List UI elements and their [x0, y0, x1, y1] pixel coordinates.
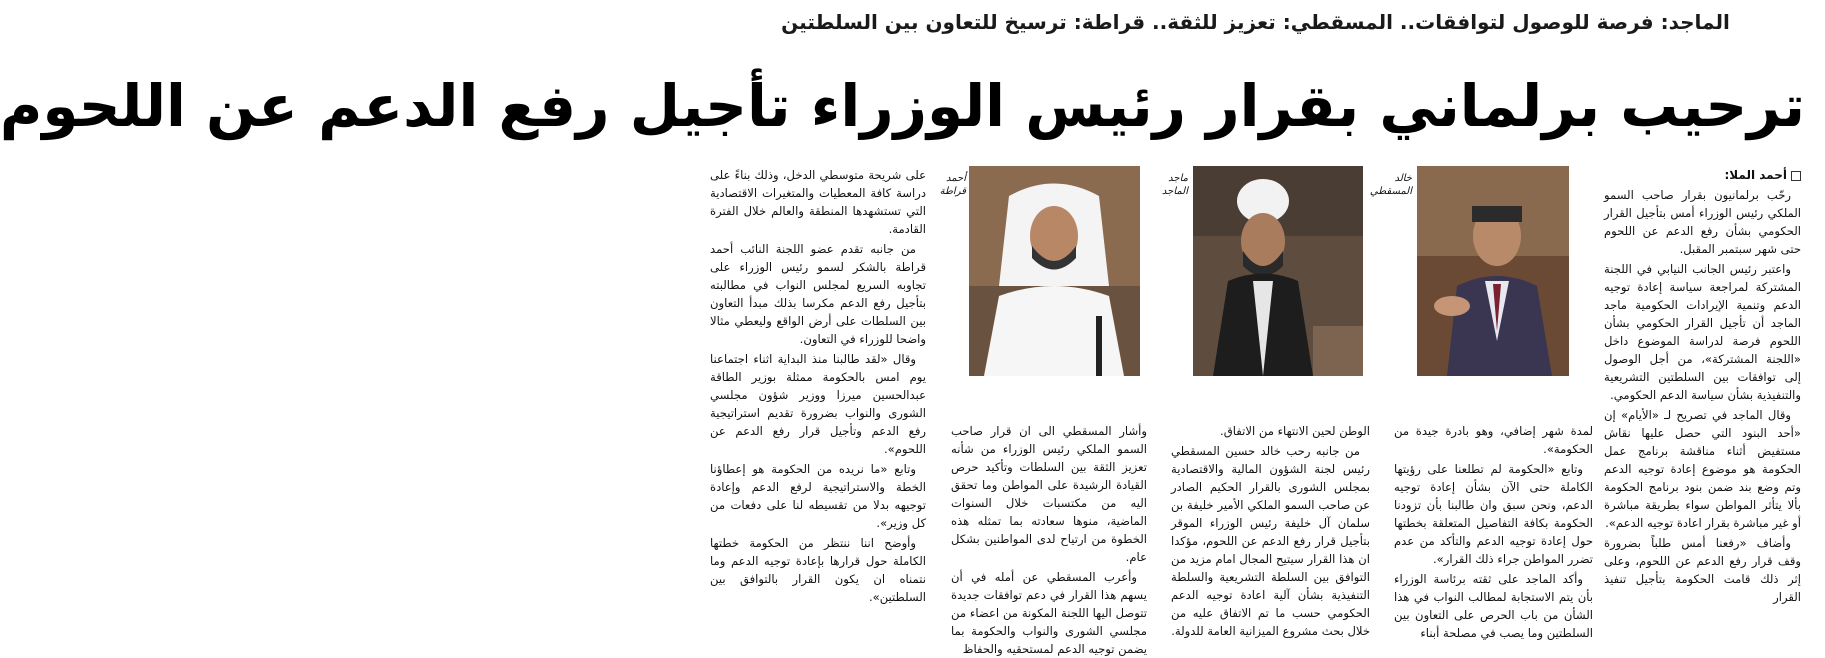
caption-photo-3: أحمد قراطة	[939, 173, 966, 197]
paragraph: على شريحة متوسطي الدخل، وذلك بناءً على دراسة كافة المعطيات والمتغيرات الاقتصادية التي تستشهدها المنطقة والعالم خلال الفترة القادمة.	[710, 168, 926, 236]
byline-text: أحمد الملا:	[1724, 168, 1787, 182]
paragraph: واعتبر رئيس الجانب النيابي في اللجنة المشتركة لمراجعة سياسة إعادة توجيه الدعم وتنمية الإيرادات الحكومية ماجد الماجد أن تأجيل القرار الحكومي بشأن اللحوم فرصة لدراسة الموضوع داخل «اللجنة المشتركة»، من أجل الوصول إلى توافقات بين السلطتين التشريعية والتنفيذية بشأن سياسة الدعم الحكومي.	[1604, 262, 1801, 402]
kicker-headline: الماجد: فرصة للوصول لتوافقات.. المسقطي: تعزيز للثقة.. قراطة: ترسيخ للتعاون بين السلطتين	[781, 10, 1730, 34]
article-column-2	[1394, 422, 1593, 640]
photo-ahmed-qaratah	[969, 166, 1140, 376]
paragraph: وقال «لقد طالبنا منذ البداية اثناء اجتماعنا يوم امس بالحكومة ممثلة بوزير الطاقة عبدالحسين ميرزا ووزير شؤون مجلسي الشورى والنواب بضرورة تقديم استراتيجية رفع الدعم وتأجيل قرار رفع الدعم عن اللحوم».	[710, 352, 926, 456]
portrait-icon	[1417, 166, 1569, 376]
paragraph: وأعرب المسقطي عن أمله في أن يسهم هذا القرار في دعم توافقات جديدة تتوصل اليها اللجنة المكونة من اعضاء من مجلسي الشورى والنواب والحكومة بما يضمن توجيه الدعم لمستحقيه والحفاظ	[951, 570, 1147, 656]
paragraph: وتابع «الحكومة لم تطلعنا على رؤيتها الكاملة حتى الآن بشأن إعادة توجيه الدعم، ونحن سبق وان طالبنا بأن تزودنا الحكومة بكافة التفاصيل المتعلقة بخطتها حول إعادة توجيه الدعم والتأكد من عدم تضرر المواطن جراء ذلك القرار».	[1394, 462, 1593, 566]
article-column-5	[710, 166, 926, 636]
paragraph: وأضاف «رفعنا أمس طلباً بضرورة وقف قرار رفع الدعم عن اللحوم، وعلى إثر ذلك قامت الحكومة بتأجيل تنفيذ القرار	[1604, 536, 1801, 604]
paragraph: وأكد الماجد على ثقته برئاسة الوزراء بأن يتم الاستجابة لمطالب النواب في هذا الشأن من باب الحرص على التعاون بين السلطتين وما يصب في مصلحة أبناء	[1394, 572, 1593, 640]
article-column-1	[1604, 166, 1801, 636]
paragraph: الوطن لحين الانتهاء من الاتفاق.	[1220, 424, 1370, 438]
portrait-icon	[969, 166, 1140, 376]
photo-majed-almajed	[1193, 166, 1363, 376]
paragraph: وأوضح اننا ننتظر من الحكومة خطتها الكاملة حول قرارها بإعادة توجيه الدعم وما نتمناه ان يكون القرار بالتوافق بين السلطتين».	[710, 536, 926, 604]
paragraph: لمدة شهر إضافي، وهو بادرة جيدة من الحكومة».	[1394, 424, 1593, 456]
byline-box-icon	[1791, 171, 1801, 181]
paragraph: من جانبه رحب خالد حسين المسقطي رئيس لجنة الشؤون المالية والاقتصادية بمجلس الشورى بالقرار الحكيم الصادر عن صاحب السمو الملكي الأمير خليفة بن سلمان آل خليفة رئيس الوزراء الموقر بتأجيل قرار رفع الدعم عن اللحوم، مؤكدا ان هذا القرار سيتيح المجال امام مزيد من التوافق بين السلطة التشريعية والسلطة التنفيذية بشأن آلية اعادة توجيه الدعم الحكومي حسب ما تم الاتفاق عليه من خلال بحث مشروع الميزانية العامة للدولة.	[1171, 444, 1370, 638]
caption-photo-2: ماجد الماجد	[1161, 173, 1188, 197]
main-headline: ترحيب برلماني بقرار رئيس الوزراء تأجيل رفع الدعم عن اللحوم	[0, 72, 1805, 140]
article-column-3	[1171, 422, 1370, 636]
article-column-4	[951, 422, 1147, 656]
paragraph: وتابع «ما نريده من الحكومة هو إعطاؤنا الخطة والاستراتيجية لرفع الدعم وإعادة توجيهه بدلا من تقسيطه لنا على دفعات من كل وزير».	[710, 462, 926, 530]
caption-photo-1: خالد المسقطي	[1369, 173, 1412, 197]
paragraph: وقال الماجد في تصريح لـ «الأيام» إن «أحد البنود التي حصل عليها نقاش مستفيض أثناء مناقشة برنامج عمل الحكومة هو موضوع إعادة توجيه الدعم وتم وضع بند ضمن بنود برنامج الحكومة بألا يتأثر المواطن سواء بطريقة مباشرة أو غير مباشرة بقرار اعادة توجيه الدعم».	[1604, 408, 1801, 530]
paragraph: وأشار المسقطي الى ان قرار صاحب السمو الملكي رئيس الوزراء من شأنه تعزيز الثقة بين السلطات وتأكيد حرص القيادة الرشيدة على المواطن وما تحقق اليه من مكتسبات خلال السنوات الماضية، منوها سعادته بما تمثله هذه الخطوة من ارتياح لدى المواطنين بشكل عام.	[951, 424, 1147, 564]
photo-khalid-almusqati	[1417, 166, 1569, 376]
portrait-icon	[1193, 166, 1363, 376]
byline	[1604, 166, 1801, 184]
paragraph: رحّب برلمانيون بقرار صاحب السمو الملكي رئيس الوزراء أمس بتأجيل القرار الحكومي بشأن رفع الدعم عن اللحوم حتى شهر سبتمبر المقبل.	[1604, 188, 1801, 256]
paragraph: من جانبه تقدم عضو اللجنة النائب أحمد قراطة بالشكر لسمو رئيس الوزراء على تجاوبه السريع لمجلس النواب في مطالبته بتأجيل رفع الدعم مكرسا بذلك مبدأ التعاون بين السلطات على أرض الواقع وليعطي مثالا واضحا للوزراء في التعاون.	[710, 242, 926, 346]
